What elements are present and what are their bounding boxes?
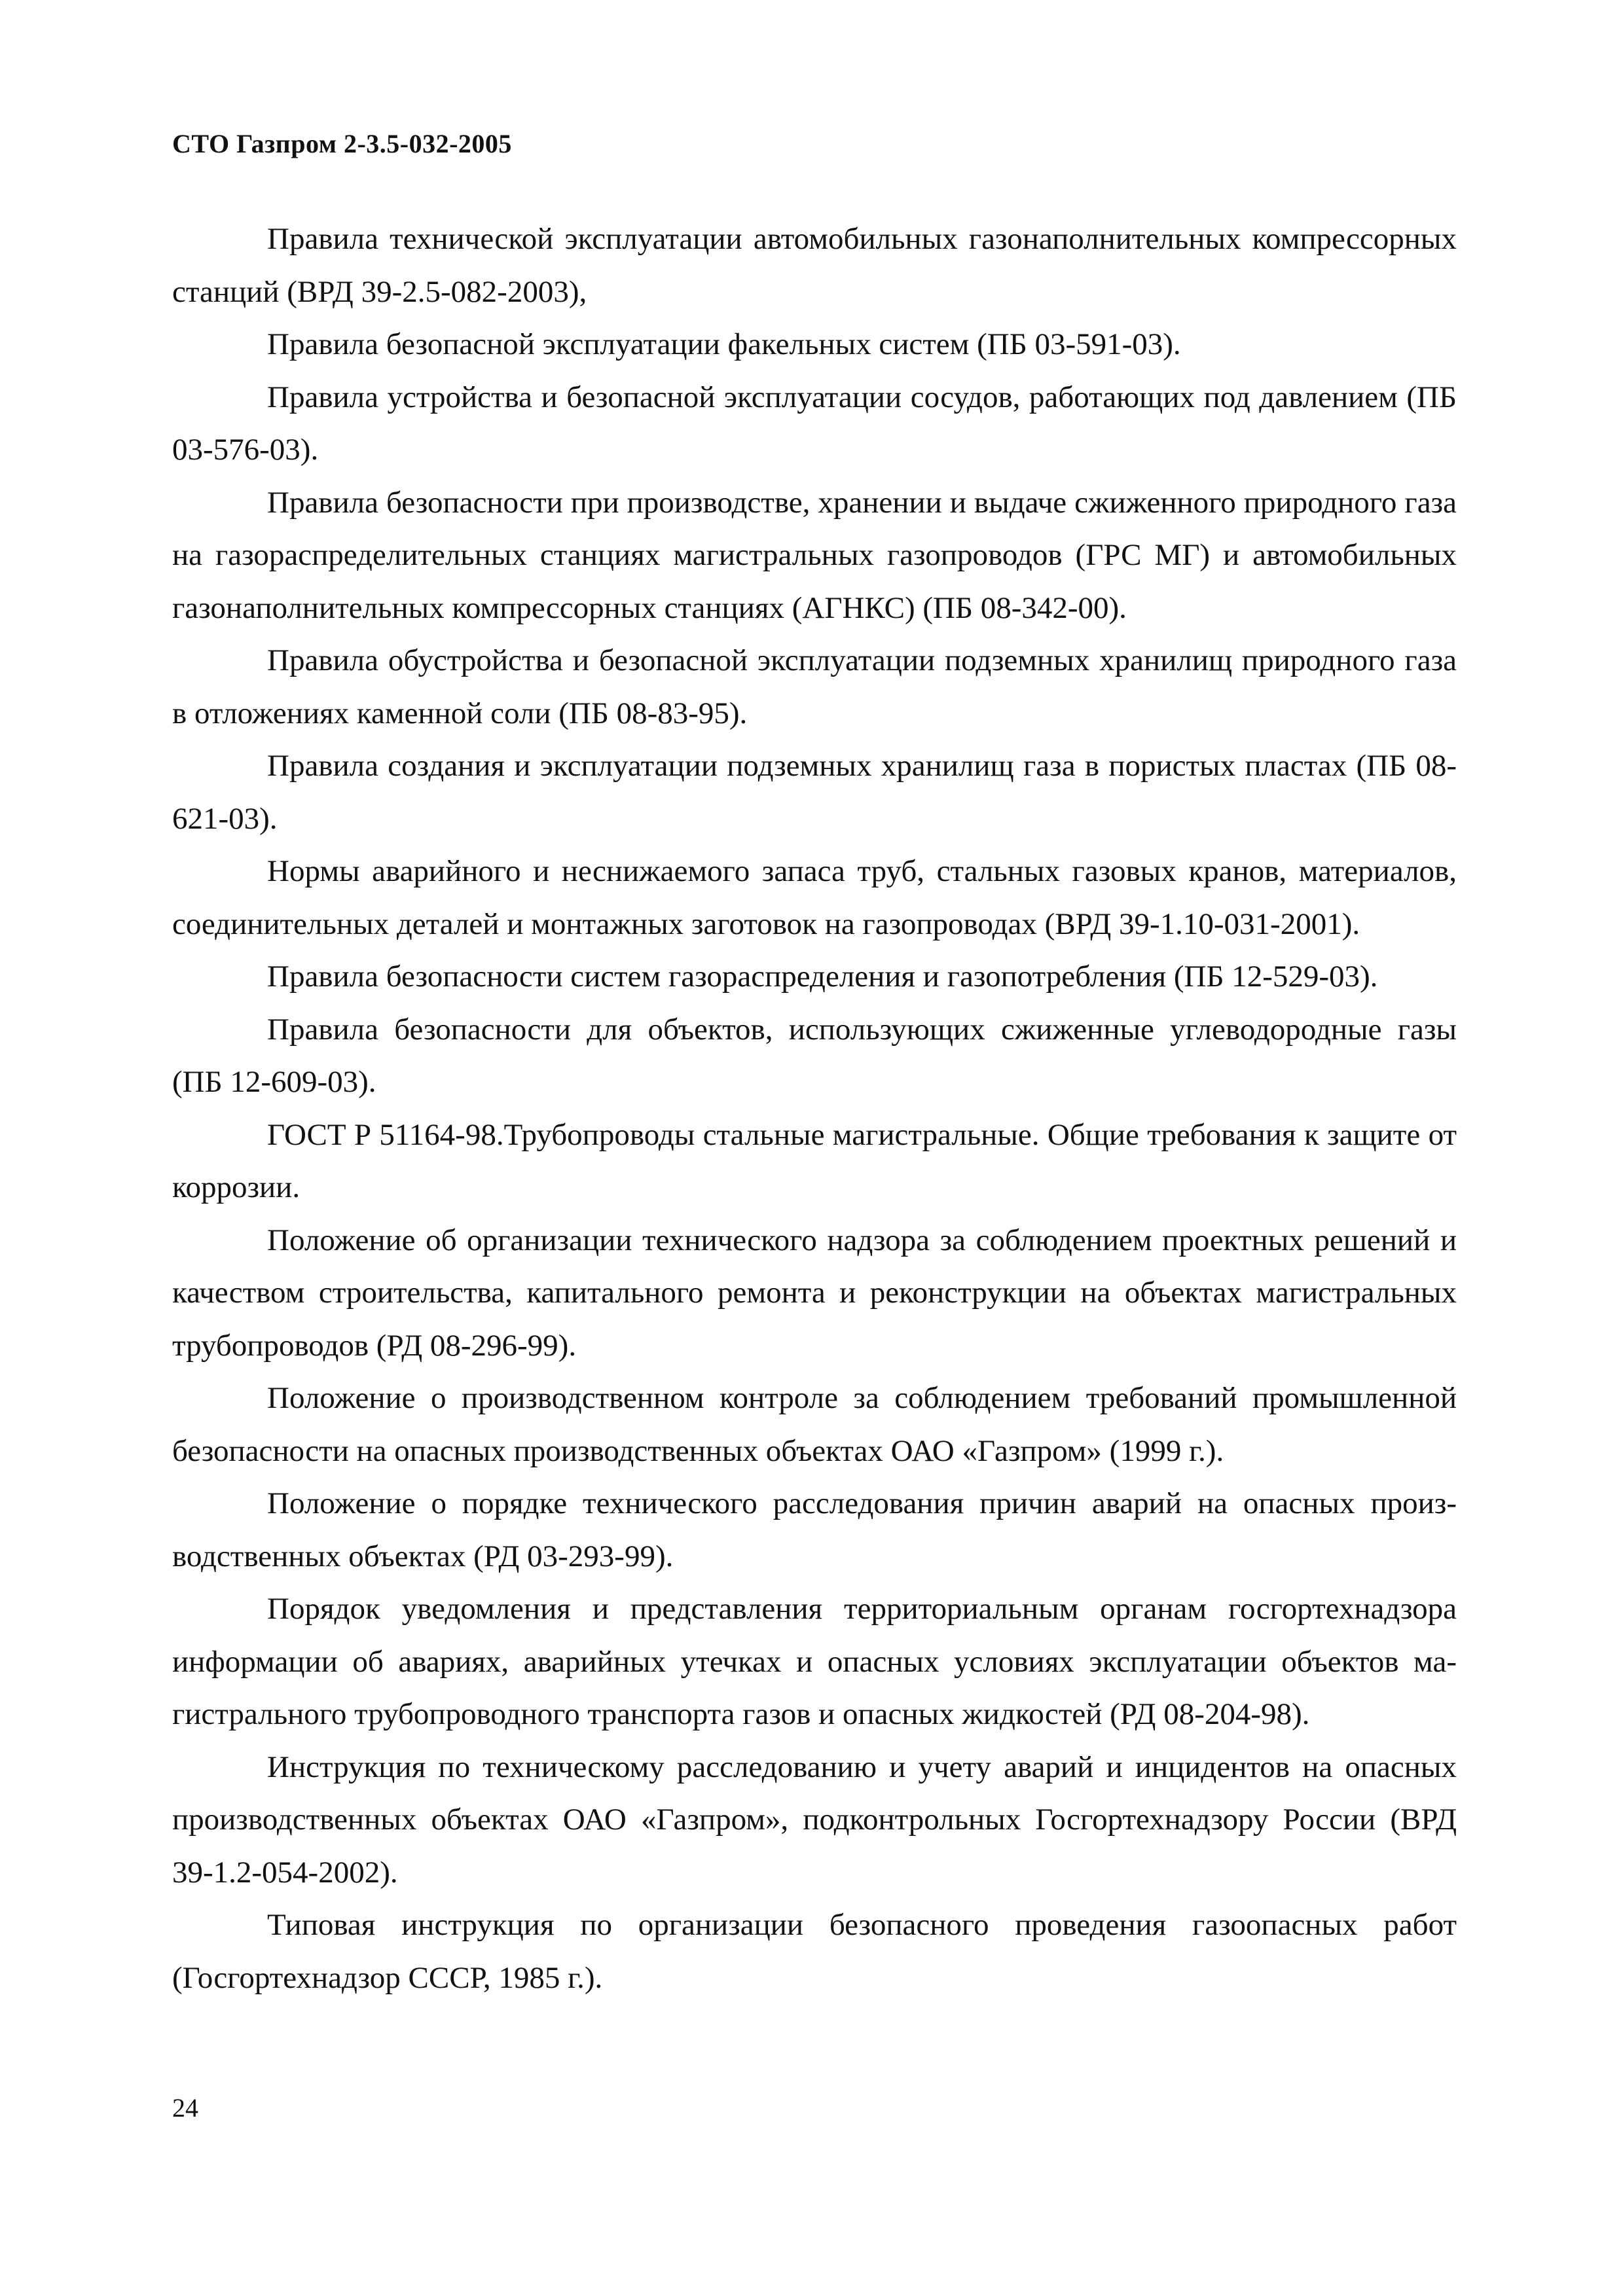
paragraph: Правила устройства и безопасной эксплуатации сосудов, работающих под давлением (ПБ 03-576-03). — [172, 380, 1457, 467]
paragraph: Правила безопасной эксплуатации факельных систем (ПБ 03-591-03). — [267, 327, 1181, 361]
paragraph: Положение о порядке технического расследования причин аварий на опасных производственных объектах (РД 03-293-99). — [172, 1486, 1457, 1573]
paragraph: Правила обустройства и безопасной эксплуатации подземных хранилищ природного газа в отложениях каменной соли (ПБ 08-83-95). — [172, 643, 1457, 730]
paragraph: ГОСТ Р 51164-98.Трубопроводы стальные магистральные. Общие требования к защите от коррозии. — [172, 1117, 1457, 1204]
paragraph: Порядок уведомления и представления территориальным органам госгортехнадзора информации об авариях, аварийных утечках и опасных условиях эксплуатации объектов магистрального трубопроводного транспорта газов и опасных жидкостей (РД 08-204-98). — [172, 1592, 1457, 1731]
paragraph: Положение о производственном контроле за соблюдением требований промышленной безопасности на опасных производственных объектах ОАО «Газпром» (1999 г.). — [172, 1381, 1457, 1468]
paragraph: Типовая инструкция по организации безопасного проведения газоопасных работ (Госгортехнадзор СССР, 1985 г.). — [172, 1908, 1457, 1995]
document-header: СТО Газпром 2-3.5-032-2005 — [172, 129, 512, 158]
paragraph: Правила безопасности для объектов, использующих сжиженные углеводородные газы (ПБ 12-609-03). — [172, 1012, 1457, 1099]
document-body — [172, 213, 1457, 2004]
paragraph: Правила безопасности систем газораспределения и газопотребления (ПБ 12-529-03). — [267, 960, 1378, 994]
paragraph: Правила безопасности при производстве, хранении и выдаче сжиженного природного газа на газораспределительных станциях магистральных газопроводов (ГРС МГ) и автомобильных газонаполнительных компрессорных станциях (АГНКС) (ПБ 08-342-00). — [172, 485, 1457, 625]
paragraph: Нормы аварийного и неснижаемого запаса труб, стальных газовых кранов, материалов, соединительных деталей и монтажных заготовок на газопроводах (ВРД 39-1.10-031-2001). — [172, 854, 1457, 941]
paragraph: Правила технической эксплуатации автомобильных газонаполнительных компрессорных станций (ВРД 39-2.5-082-2003), — [172, 222, 1457, 309]
paragraph: Правила создания и эксплуатации подземных хранилищ газа в пористых пластах (ПБ 08-621-03). — [172, 749, 1457, 836]
paragraph: Инструкция по техническому расследованию и учету аварий и инцидентов на опасных производственных объектах ОАО «Газпром», подконтрольных Госгортехнадзору России (ВРД 39-1.2-054-2002). — [172, 1749, 1457, 1890]
paragraph: Положение об организации технического надзора за соблюдением проектных решений и качеством строительства, капитального ремонта и реконструкции на объектах магистральных трубопроводов (РД 08-296-99). — [172, 1223, 1457, 1363]
page-number: 24 — [172, 2093, 198, 2123]
